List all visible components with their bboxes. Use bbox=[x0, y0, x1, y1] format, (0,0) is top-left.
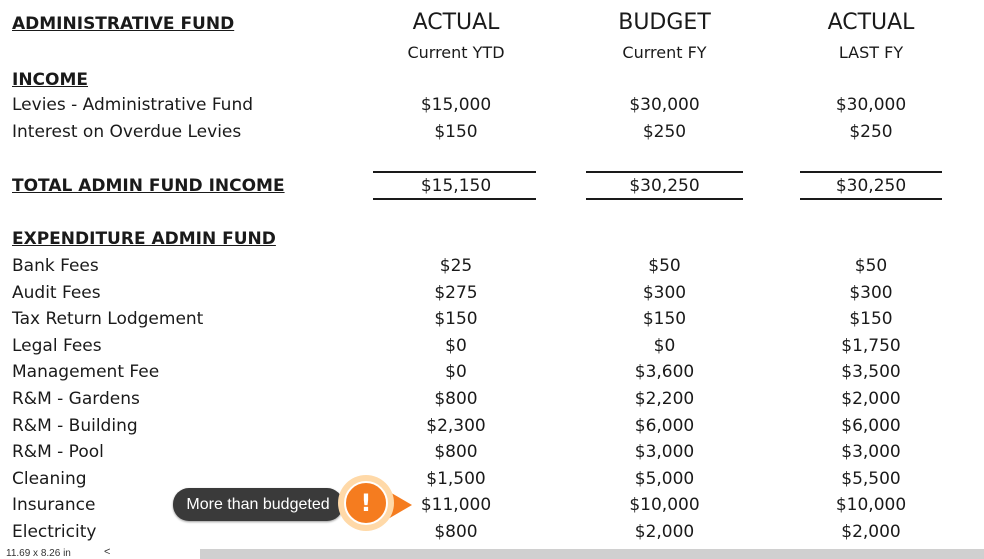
expenditure-row-value: $800 bbox=[434, 442, 478, 462]
expenditure-row-value: $150 bbox=[849, 309, 893, 329]
expenditure-row-label: Legal Fees bbox=[12, 336, 102, 356]
total-rule-top bbox=[586, 171, 743, 173]
total-income-label: TOTAL ADMIN FUND INCOME bbox=[12, 176, 285, 196]
income-row-value: $150 bbox=[434, 122, 478, 142]
expenditure-row-value: $0 bbox=[653, 336, 676, 356]
expenditure-row-value: $3,600 bbox=[634, 362, 695, 382]
expenditure-row-value: $2,000 bbox=[634, 522, 695, 542]
total-rule-bottom bbox=[373, 198, 536, 200]
total-rule-top bbox=[800, 171, 942, 173]
expenditure-row-value: $800 bbox=[434, 522, 478, 542]
fund-title: ADMINISTRATIVE FUND bbox=[12, 14, 235, 34]
expenditure-row-label: Electricity bbox=[12, 522, 97, 542]
expenditure-row-value: $2,000 bbox=[841, 389, 901, 409]
expenditure-row-value: $2,300 bbox=[426, 416, 486, 436]
expenditure-row-value: $11,000 bbox=[420, 495, 492, 515]
col2-header: BUDGET bbox=[618, 10, 711, 35]
expenditure-row-value: $6,000 bbox=[841, 416, 901, 436]
expenditure-row-value: $150 bbox=[434, 309, 478, 329]
expenditure-row-label: Insurance bbox=[12, 495, 96, 515]
total-income-value: $15,150 bbox=[420, 176, 492, 196]
expenditure-row-value: $1,750 bbox=[841, 336, 901, 356]
expenditure-row-label: R&M - Pool bbox=[12, 442, 104, 462]
income-row-label: Levies - Administrative Fund bbox=[12, 95, 254, 115]
expenditure-row-label: Management Fee bbox=[12, 362, 160, 382]
income-row-value: $250 bbox=[849, 122, 893, 142]
expenditure-row-value: $0 bbox=[445, 362, 467, 382]
chevron-left-icon[interactable]: < bbox=[104, 546, 111, 558]
income-row-value: $30,000 bbox=[629, 95, 700, 115]
total-rule-top bbox=[373, 171, 536, 173]
expenditure-row-value: $300 bbox=[849, 283, 893, 303]
col3-header: ACTUAL bbox=[827, 10, 915, 35]
expenditure-row-value: $50 bbox=[854, 256, 888, 276]
expenditure-row-value: $50 bbox=[648, 256, 681, 276]
total-rule-bottom bbox=[800, 198, 942, 200]
expenditure-row-value: $300 bbox=[642, 283, 687, 303]
horizontal-scrollbar[interactable] bbox=[200, 549, 984, 559]
expenditure-row-value: $5,000 bbox=[634, 469, 695, 489]
expenditure-row-value: $3,000 bbox=[841, 442, 901, 462]
expenditure-row-label: R&M - Building bbox=[12, 416, 138, 436]
col3-subheader: LAST FY bbox=[838, 43, 904, 62]
col1-subheader: Current YTD bbox=[407, 43, 505, 62]
expenditure-row-value: $5,500 bbox=[841, 469, 901, 489]
income-row-value: $15,000 bbox=[420, 95, 492, 115]
expenditure-row-label: Audit Fees bbox=[12, 283, 101, 303]
expenditure-row-value: $150 bbox=[642, 309, 687, 329]
income-row-value: $250 bbox=[642, 122, 687, 142]
income-row-label: Interest on Overdue Levies bbox=[12, 122, 242, 142]
expenditure-row-label: Tax Return Lodgement bbox=[12, 309, 204, 329]
expenditure-row-value: $3,500 bbox=[841, 362, 901, 382]
expenditure-row-value: $10,000 bbox=[629, 495, 700, 515]
col1-header: ACTUAL bbox=[412, 10, 500, 35]
expenditure-row-value: $6,000 bbox=[634, 416, 695, 436]
expenditure-row-value: $800 bbox=[434, 389, 478, 409]
expenditure-row-value: $2,000 bbox=[841, 522, 901, 542]
total-rule-bottom bbox=[586, 198, 743, 200]
expenditure-row-value: $2,200 bbox=[634, 389, 695, 409]
expenditure-row-value: $0 bbox=[445, 336, 467, 356]
exclamation-glyph: ! bbox=[360, 489, 372, 517]
total-income-value: $30,250 bbox=[835, 176, 907, 196]
col2-subheader: Current FY bbox=[622, 43, 707, 62]
expenditure-row-value: $10,000 bbox=[835, 495, 907, 515]
expenditure-row-value: $275 bbox=[434, 283, 478, 303]
over-budget-tooltip: More than budgeted bbox=[173, 488, 343, 521]
income-row-value: $30,000 bbox=[835, 95, 907, 115]
expenditure-row-label: Bank Fees bbox=[12, 256, 99, 276]
total-income-value: $30,250 bbox=[629, 176, 700, 196]
expenditure-row-value: $25 bbox=[439, 256, 473, 276]
expenditure-row-label: Cleaning bbox=[12, 469, 87, 489]
expenditure-row-label: R&M - Gardens bbox=[12, 389, 140, 409]
expenditure-heading: EXPENDITURE ADMIN FUND bbox=[12, 229, 276, 249]
expenditure-row-value: $1,500 bbox=[426, 469, 486, 489]
expenditure-row-value: $3,000 bbox=[634, 442, 695, 462]
income-heading: INCOME bbox=[12, 70, 89, 90]
over-budget-marker[interactable] bbox=[338, 475, 394, 531]
exclamation-icon bbox=[344, 481, 388, 525]
page-size-label: 11.69 x 8.26 in bbox=[6, 548, 71, 559]
